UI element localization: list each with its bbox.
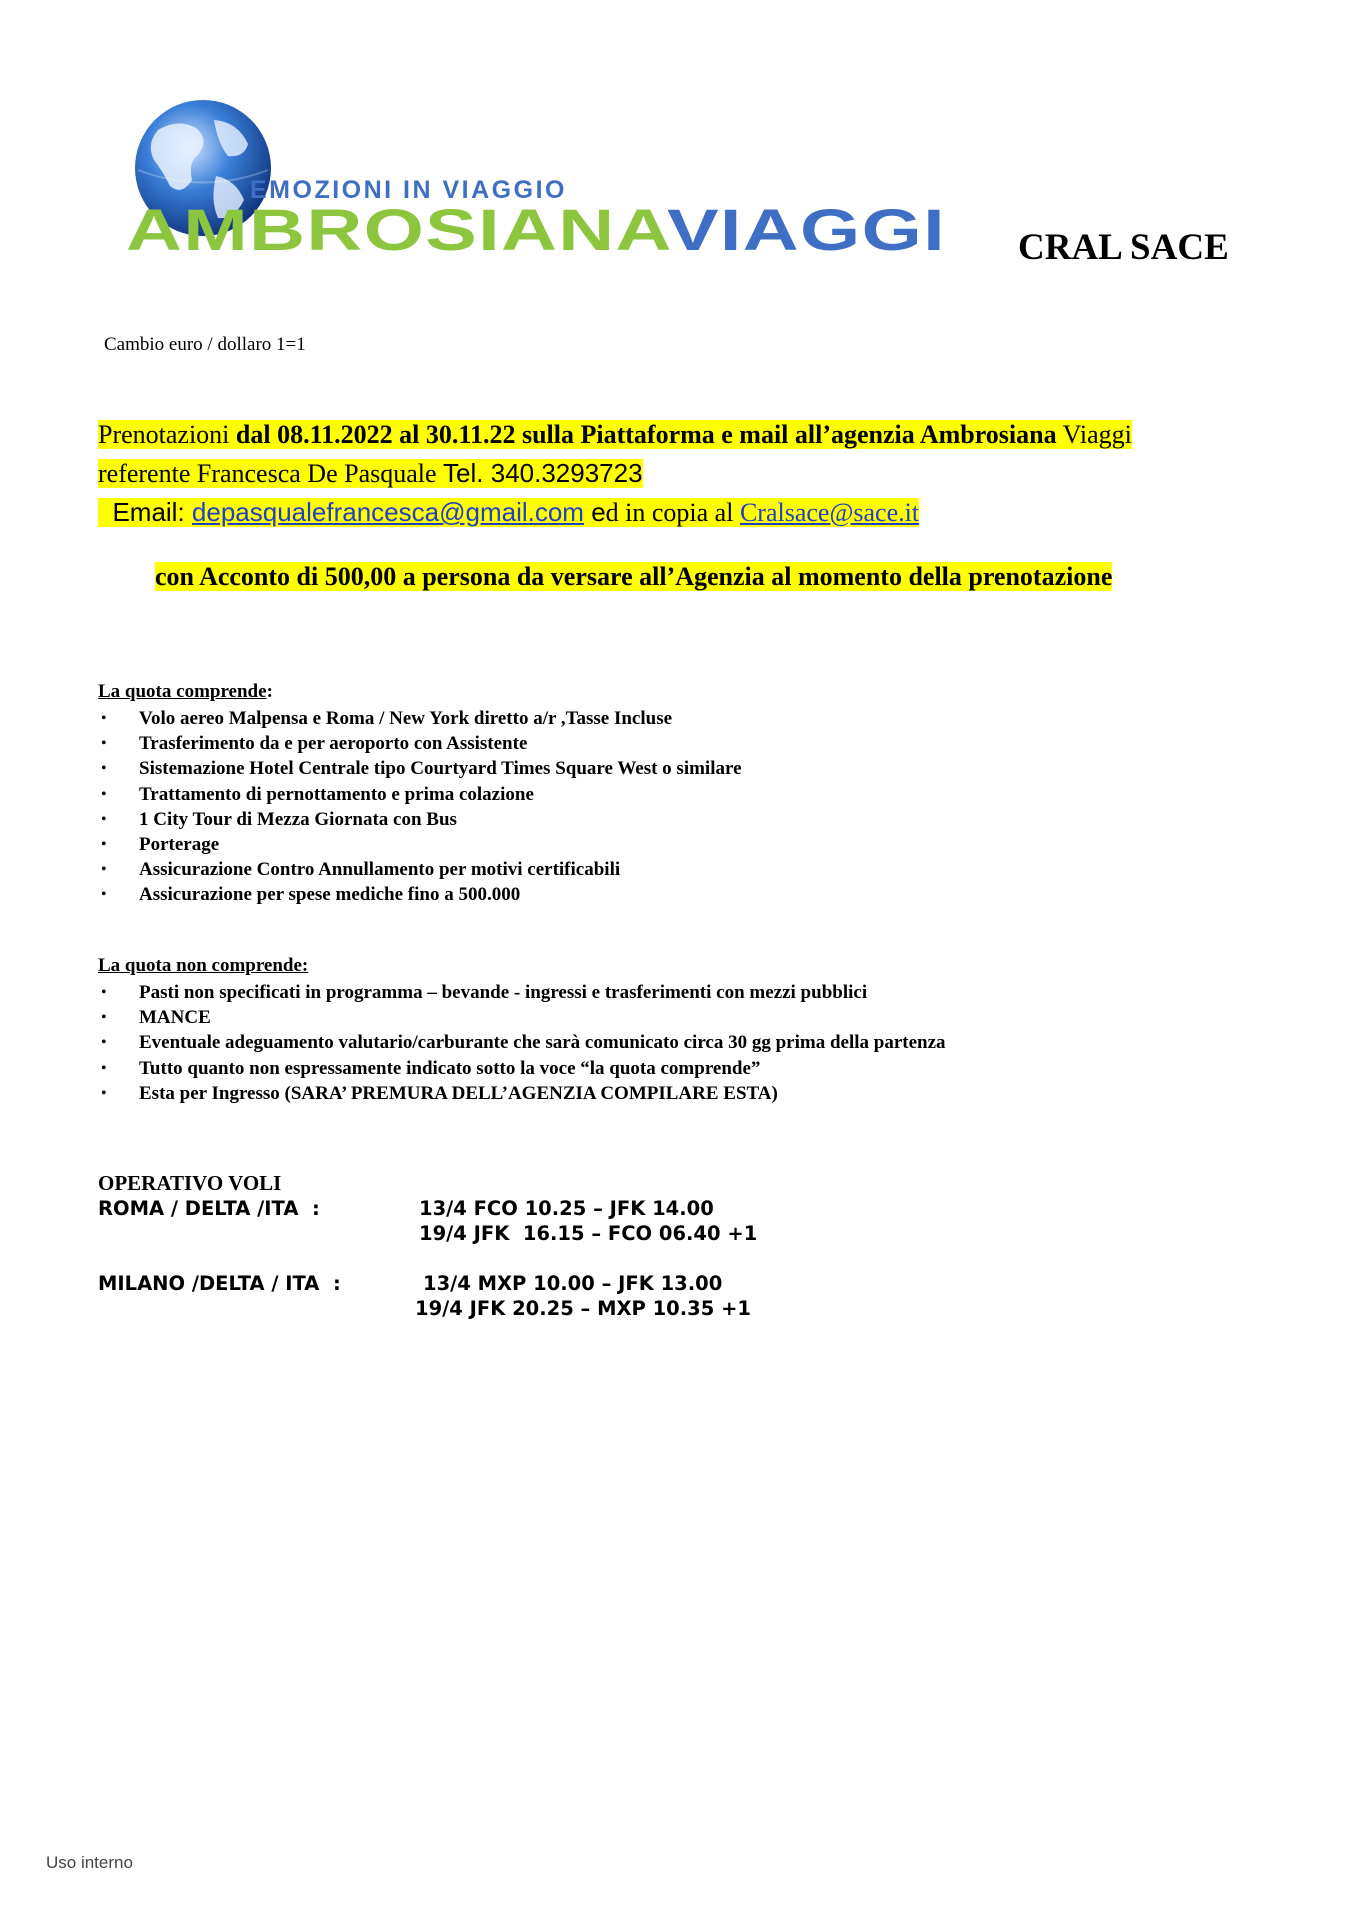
booking-contact: referente Francesca De Pasquale <box>98 459 444 488</box>
booking-dates: dal 08.11.2022 al 30.11.22 sulla Piattaforma e mail all’agenzia Ambrosiana <box>235 420 1057 449</box>
includes-list <box>98 706 742 908</box>
booking-line-3 <box>98 497 919 528</box>
list-item: • Trattamento di pernottamento e prima colazione <box>98 782 742 807</box>
list-item: • Assicurazione per spese mediche fino a 500.000 <box>98 882 742 907</box>
booking-label: Prenotazioni <box>98 420 236 449</box>
list-item: • Porterage <box>98 832 742 857</box>
email-connector-b: d in copia al <box>605 498 740 527</box>
includes-title <box>98 681 273 703</box>
flights-title: OPERATIVO VOLI <box>98 1171 282 1195</box>
list-item: • Eventuale adeguamento valutario/carburante che sarà comunicato circa 30 gg prima della partenza <box>98 1030 946 1055</box>
list-item: • Esta per Ingresso (SARA’ PREMURA DELL’AGENZIA COMPILARE ESTA) <box>98 1081 946 1106</box>
booking-line-2 <box>98 458 643 489</box>
list-item: • 1 City Tour di Mezza Giornata con Bus <box>98 807 742 832</box>
logo-brand-viaggi: VIAGGI <box>666 198 876 263</box>
exchange-rate-note: Cambio euro / dollaro 1=1 <box>104 334 306 355</box>
flight-label-milano: MILANO /DELTA / ITA : <box>98 1272 341 1295</box>
flight-roma-outbound: 13/4 FCO 10.25 – JFK 14.00 <box>419 1197 714 1220</box>
flight-label-roma: ROMA / DELTA /ITA : <box>98 1197 320 1220</box>
list-item: • Trasferimento da e per aeroporto con Assistente <box>98 731 742 756</box>
logo-brand-ambrosiana: AMBROSIANA <box>126 198 532 263</box>
list-item: • Assicurazione Contro Annullamento per motivi certificabili <box>98 857 742 882</box>
cral-title: CRAL SACE <box>1018 227 1229 268</box>
company-logo <box>118 100 958 270</box>
booking-line-1 <box>98 420 1132 450</box>
list-item: • MANCE <box>98 1005 946 1030</box>
flight-milano-return: 19/4 JFK 20.25 – MXP 10.35 +1 <box>415 1297 751 1320</box>
logo-tagline: EMOZIONI IN VIAGGIO <box>250 176 567 204</box>
email-connector-a: e <box>583 497 606 527</box>
includes-title-text: La quota comprende <box>98 681 267 702</box>
list-item: • Volo aereo Malpensa e Roma / New York diretto a/r ,Tasse Incluse <box>98 706 742 731</box>
list-item: • Sistemazione Hotel Centrale tipo Courtyard Times Square West o similare <box>98 756 742 781</box>
flight-roma-return: 19/4 JFK 16.15 – FCO 06.40 +1 <box>419 1222 758 1245</box>
deposit-text: con Acconto di 500,00 a persona da versare all’Agenzia al momento della prenotazione <box>155 562 1113 591</box>
footer-classification: Uso interno <box>46 1853 133 1872</box>
includes-title-colon: : <box>266 681 273 702</box>
list-item: • Pasti non specificati in programma – bevande - ingressi e trasferimenti con mezzi pubblici <box>98 980 946 1005</box>
booking-agency-suffix: Viaggi <box>1056 420 1132 449</box>
flight-milano-outbound: 13/4 MXP 10.00 – JFK 13.00 <box>423 1272 723 1295</box>
deposit-note <box>155 562 1112 592</box>
excludes-list <box>98 980 946 1106</box>
email-link-cral[interactable]: Cralsace@sace.it <box>739 498 920 527</box>
booking-phone: Tel. 340.3293723 <box>443 458 643 488</box>
excludes-title: La quota non comprende: <box>98 955 309 976</box>
email-label: Email: <box>98 497 192 527</box>
svg-text:AMBROSIANAVIAGGI <box>126 198 946 263</box>
email-link-agency[interactable]: depasqualefrancesca@gmail.com <box>191 497 584 527</box>
list-item: • Tutto quanto non espressamente indicato sotto la voce “la quota comprende” <box>98 1056 946 1081</box>
